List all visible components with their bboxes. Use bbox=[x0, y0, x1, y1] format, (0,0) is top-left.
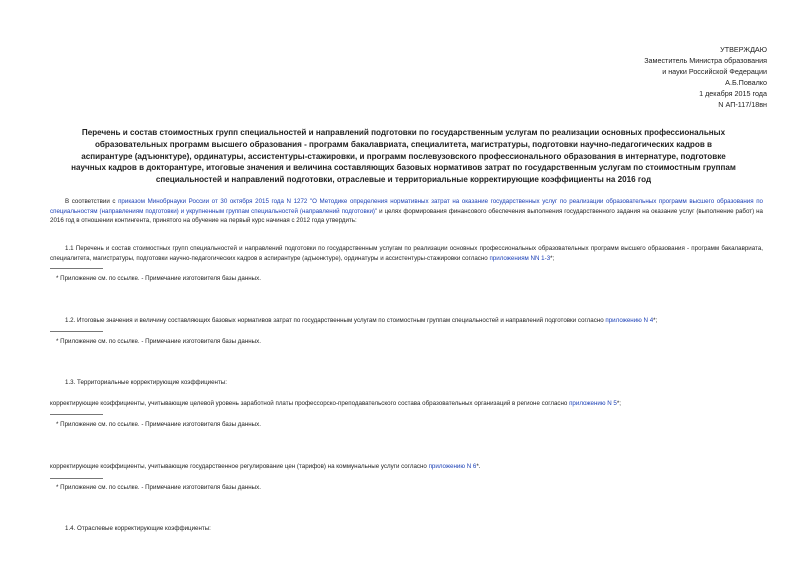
approval-date: 1 декабря 2015 года bbox=[699, 89, 767, 98]
paragraph-text: 1.4. Отраслевые корректирующие коэффициенты: bbox=[65, 525, 211, 532]
order-link[interactable]: приказом Минобрнауки России от 30 октября 2015 года N 1272 "О Методике определения нормативных затрат на оказание государственных услуг по реализации образовательных программ высшего образования по специальностям (направлениям подготовки) и укрупненным группам специальностей (направлений подготовки)" bbox=[50, 198, 763, 215]
footnote-divider bbox=[50, 478, 103, 479]
title-line: аспирантуре (адъюнктуре), ординатуры, ассистентуры-стажировки, и программ послевузовского профессионального образования в интернатуре, подготовке bbox=[81, 151, 726, 161]
paragraph-1-2 bbox=[50, 316, 763, 326]
footnote: * Приложение см. по ссылке. - Примечание изготовителя базы данных. bbox=[56, 484, 261, 491]
paragraph-text: 1.2. Итоговые значения и величину составляющих базовых нормативов затрат по государственным услугам по стоимостным группам специальностей и направлений подготовки согласно bbox=[65, 317, 606, 324]
paragraph-1-1 bbox=[50, 244, 763, 263]
title-line: специальностей и направлений подготовки, отраслевые и территориальные корректирующие коэффициенты на 2016 год bbox=[155, 175, 652, 185]
title-line: научных кадров в докторантуре, итоговые значения и величина составляющих базовых нормативов затрат по государственным услугам по стоимостным группам bbox=[71, 163, 736, 173]
paragraph-text: корректирующие коэффициенты, учитывающие целевой уровень заработной платы профессорско-преподавательского состава образовательных организаций в регионе согласно bbox=[50, 400, 570, 407]
paragraph-text: корректирующие коэффициенты, учитывающие государственное регулирование цен (тарифов) на коммунальные услуги согласно bbox=[50, 463, 429, 470]
title-line: Перечень и состав стоимостных групп специальностей и направлений подготовки по государственным услугам по реализации основных профессиональных bbox=[81, 128, 726, 137]
footnote: * Приложение см. по ссылке. - Примечание изготовителя базы данных. bbox=[56, 421, 261, 428]
paragraph-1-3-b bbox=[50, 462, 763, 472]
intro-text-end: и целях формирования финансового обеспечения выполнения государственного задания на оказание услуг (выполнение работ) на 2016 год в отношении контингента, принятого на обучение на первый курс начиная с 2012 года утвердить: bbox=[50, 207, 763, 225]
approval-number: N АП-117/18вн bbox=[718, 100, 767, 109]
paragraph-1-4 bbox=[50, 524, 763, 534]
paragraph-mark: *; bbox=[653, 317, 658, 324]
approval-heading: УТВЕРЖДАЮ bbox=[720, 45, 767, 54]
intro-text: В соответствии с bbox=[65, 198, 119, 205]
approval-position: Заместитель Министра образования bbox=[644, 56, 767, 65]
intro-paragraph bbox=[50, 197, 763, 226]
paragraph-1-3 bbox=[50, 378, 763, 388]
paragraph-1-3-a bbox=[50, 399, 763, 409]
title-line: образовательных программ высшего образования - программ бакалавриата, специалитета, магистратуры, подготовки научно-педагогических кадров в bbox=[94, 139, 713, 149]
appendix-5-link[interactable]: приложению N 5 bbox=[569, 400, 617, 407]
paragraph-mark: *; bbox=[616, 400, 621, 407]
footnote-divider bbox=[50, 268, 103, 269]
approval-ministry: и науки Российской Федерации bbox=[662, 67, 767, 76]
approval-signatory: А.Б.Повалко bbox=[725, 78, 767, 87]
footnote: * Приложение см. по ссылке. - Примечание изготовителя базы данных. bbox=[56, 275, 261, 282]
footnote: * Приложение см. по ссылке. - Примечание изготовителя базы данных. bbox=[56, 338, 261, 345]
approval-block bbox=[644, 44, 767, 110]
appendix-4-link[interactable]: приложению N 4 bbox=[605, 317, 654, 324]
paragraph-text: 1.1 Перечень и состав стоимостных групп специальностей и направлений подготовки по государственным услугам по реализации основных профессиональных образовательных программ высшего образования - программ бакалавриата, специалитета, магистратуры, подготовки научно-педагогических кадров в аспирантуре (адъюнктуре), ординатуры и ассистентуры-стажировки согласно bbox=[50, 245, 763, 262]
paragraph-text: 1.3. Территориальные корректирующие коэффициенты: bbox=[65, 379, 227, 386]
footnote-divider bbox=[50, 414, 103, 415]
paragraph-mark: *. bbox=[476, 463, 481, 470]
appendix-6-link[interactable]: приложению N 6 bbox=[428, 463, 477, 470]
paragraph-mark: *; bbox=[550, 254, 555, 262]
document-title bbox=[45, 127, 762, 186]
appendix-1-3-link[interactable]: приложениям NN 1-3 bbox=[489, 254, 551, 262]
footnote-divider bbox=[50, 331, 103, 332]
